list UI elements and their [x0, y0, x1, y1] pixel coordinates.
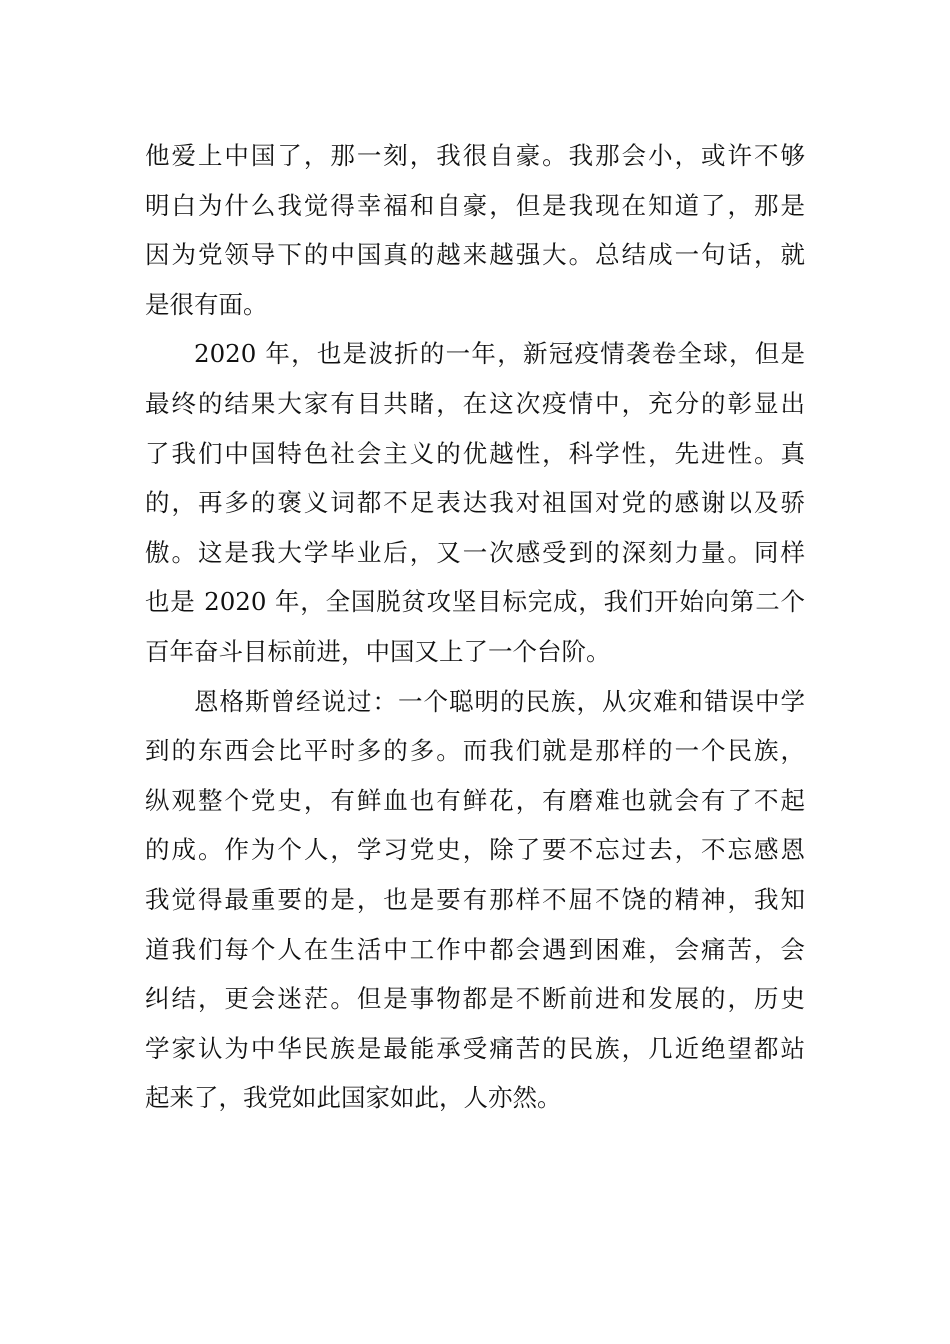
text-line: 到的东西会比平时多的多。而我们就是那样的一个民族， [145, 736, 805, 766]
text-line: 纠结，更会迷茫。但是事物都是不断前进和发展的，历史 [145, 984, 805, 1014]
paragraph-start-line: 恩格斯曾经说过：一个聪明的民族，从灾难和错误中学 [194, 686, 805, 716]
text-line: 我觉得最重要的是，也是要有那样不屈不饶的精神，我知 [145, 884, 805, 914]
paragraph-start-line: 2020 年，也是波折的一年，新冠疫情袭卷全球，但是 [194, 339, 805, 369]
text-line: 最终的结果大家有目共睹，在这次疫情中，充分的彰显出 [145, 388, 805, 418]
text-line: 的，再多的褒义词都不足表达我对祖国对党的感谢以及骄 [145, 488, 805, 518]
text-line: 明白为什么我觉得幸福和自豪，但是我现在知道了，那是 [145, 190, 805, 220]
text-line: 道我们每个人在生活中工作中都会遇到困难，会痛苦，会 [145, 934, 805, 964]
text-line: 百年奋斗目标前进，中国又上了一个台阶。 [145, 636, 611, 666]
text-line: 傲。这是我大学毕业后，又一次感受到的深刻力量。同样 [145, 537, 805, 567]
text-line: 的成。作为个人，学习党史，除了要不忘过去，不忘感恩 [145, 835, 805, 865]
text-line: 也是 2020 年，全国脱贫攻坚目标完成，我们开始向第二个 [145, 587, 805, 617]
text-line: 他爱上中国了，那一刻，我很自豪。我那会小，或许不够 [145, 141, 805, 170]
text-line: 学家认为中华民族是最能承受痛苦的民族，几近绝望都站 [145, 1033, 805, 1063]
text-line: 起来了，我党如此国家如此，人亦然。 [145, 1083, 562, 1113]
text-line: 了我们中国特色社会主义的优越性，科学性，先进性。真 [145, 438, 805, 468]
text-line: 是很有面。 [145, 289, 268, 319]
text-line: 因为党领导下的中国真的越来越强大。总结成一句话，就 [145, 240, 805, 270]
text-line: 纵观整个党史，有鲜血也有鲜花，有磨难也就会有了不起 [145, 785, 805, 815]
body-text [145, 131, 805, 1123]
